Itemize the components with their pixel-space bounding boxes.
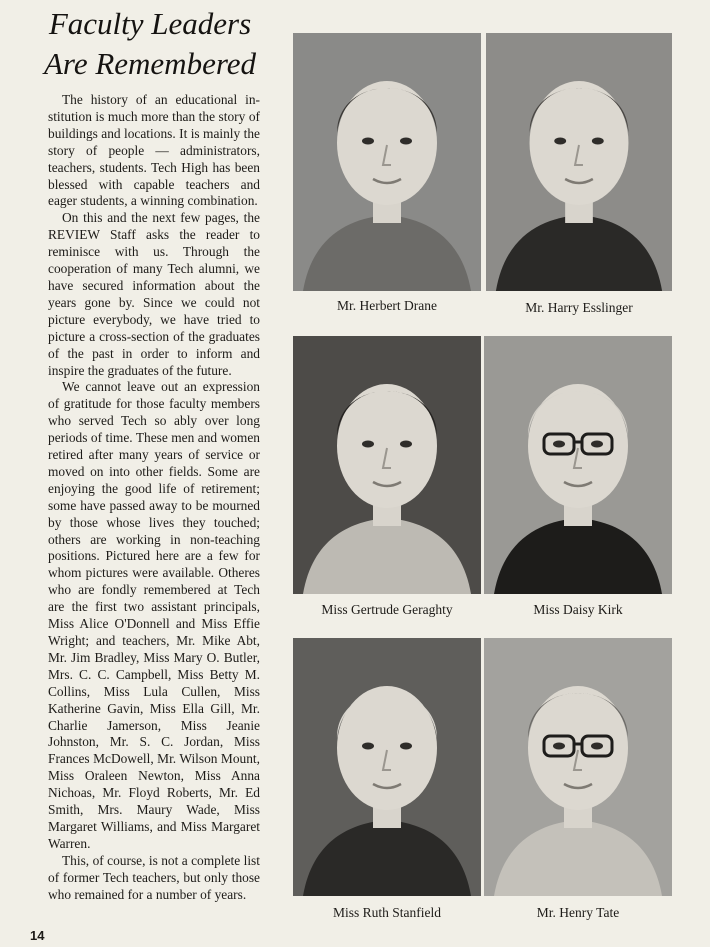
photo-caption: Mr. Herbert Drane <box>336 298 438 313</box>
face-shape <box>337 384 437 508</box>
article-body <box>48 92 260 904</box>
portrait-photo <box>293 638 481 896</box>
photo-caption: Mr. Henry Tate <box>536 905 620 920</box>
eye-shape <box>553 743 565 750</box>
photo-caption: Miss Gertrude Geraghty <box>321 602 453 617</box>
face-shape <box>337 81 437 205</box>
eye-shape <box>553 441 565 448</box>
portrait-photo <box>484 638 672 896</box>
portrait-image <box>293 33 481 291</box>
page-number: 14 <box>30 928 45 943</box>
paragraph: This, of course, is not a complete list of former Tech teachers, but only those who remained for a number of years. <box>48 852 260 902</box>
portrait-photo <box>486 33 672 291</box>
portrait-image <box>293 638 481 896</box>
eye-shape <box>400 441 412 448</box>
eye-shape <box>400 743 412 750</box>
eye-shape <box>362 743 374 750</box>
eye-shape <box>591 743 603 750</box>
article-title <box>30 4 270 84</box>
portrait-photo <box>484 336 672 594</box>
portrait-photo <box>293 33 481 291</box>
eye-shape <box>362 441 374 448</box>
portrait-image <box>486 33 672 291</box>
portrait-image <box>484 336 672 594</box>
photo-caption: Miss Ruth Stanfield <box>332 905 441 920</box>
photo-caption: Miss Daisy Kirk <box>533 602 623 617</box>
title-line-1: Faculty Leaders <box>48 6 252 41</box>
paragraph: We cannot leave out an expression of gratitude for those faculty members who served Tech so ably over long periods of time. These men and women retired after many years of service or moved on into other fields. Some are enjoying the good life of retirement; some have passed away to be mourned by those whose lives they touched; others are working in non-teaching positions. Pictured here are a few for whom pictures were available. Otheres who are fondly remembered at Tech are the first two assistant principals, Miss Alice O'Donnell and Miss Effie Wright; and teachers, Mr. Mike Abt, Mr. Jim Bradley, Miss Mary O. Butler, Mrs. C. C. Campbell, Miss Betty M. Collins, Miss Lula Cullen, Miss Katherine Gavin, Miss Ella Gill, Mr. Charlie Jamerson, Miss Jeanie Johnston, Mr. S. C. Jordan, Miss Frances McDowell, Mr. Wilson Mount, Miss Oraleen Newton, Miss Anna Nichoas, Mr. Floyd Roberts, Mr. Ed Smith, Mrs. Maury Wade, Miss Margaret Williams, and Miss Margaret Warren. <box>48 379 260 851</box>
paragraph: On this and the next few pages, the REVIEW Staff asks the reader to reminisce with us. Through the cooperation of many Tech alumni, we have secured information about the years gone by. Since we could not picture everybody, we have tried to picture a cross-section of the graduates of the past in order to inform and inspire the graduates of the future. <box>48 210 260 378</box>
portrait-photo <box>293 336 481 594</box>
portrait-image <box>484 638 672 896</box>
photo-caption: Mr. Harry Esslinger <box>525 300 633 315</box>
face-shape <box>337 686 437 810</box>
title-line-2: Are Remembered <box>43 46 257 81</box>
portrait-image <box>293 336 481 594</box>
eye-shape <box>592 138 604 145</box>
eye-shape <box>591 441 603 448</box>
eye-shape <box>362 138 374 145</box>
paragraph: The history of an educational institution is much more than the story of buildings and locations. It is mainly the story of people — administrators, teachers, students. Tech High has been blessed with capable teachers and eager students, a winning combination. <box>48 92 260 209</box>
eye-shape <box>554 138 566 145</box>
eye-shape <box>400 138 412 145</box>
face-shape <box>530 81 629 205</box>
